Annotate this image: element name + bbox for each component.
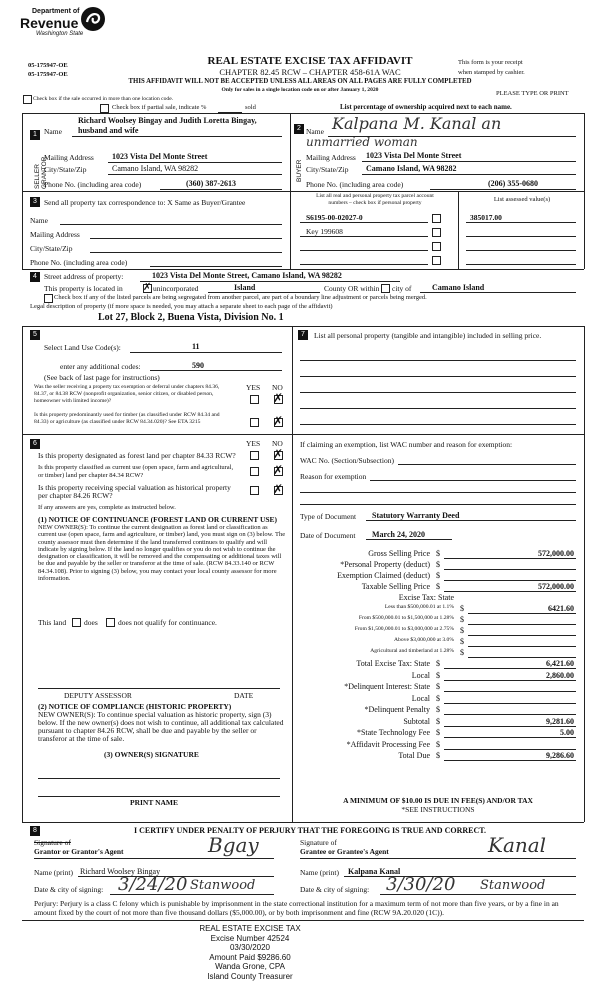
doc-date: March 24, 2020 xyxy=(372,530,425,539)
correspondence-heading: Send all property tax correspondence to: X Same as Buyer/Grantee xyxy=(44,198,246,207)
grantee-sig-label-2: Grantee or Grantee's Agent xyxy=(300,847,389,856)
dollar-sign: $ xyxy=(460,648,464,657)
section-6-badge: 6 xyxy=(30,439,40,449)
notice1-body: NEW OWNER(S): To continue the current designation as forest land or classification as current use (open space, farm and agriculture, or timber) land, you must sign on (3) below. The county assessor must then determine if the land transferred continues to qualify and will indicate by signing below. If the land no longer qualifies or you do not wish to continue the designation or classification, it will be removed and the compensating or additional taxes will be due and payable by the seller or transferor at the time of sale. (RCW 84.33.140 or RCW 84.34.108). Prior to signing (3) below, you may contact your local county assessor for more information. xyxy=(38,524,286,583)
divider xyxy=(468,613,576,614)
multi-location-checkbox[interactable] xyxy=(23,95,32,104)
tax-row-value: 2,860.00 xyxy=(546,670,574,680)
divider xyxy=(444,680,576,681)
divider xyxy=(468,657,576,658)
buyer-mailing-label: Mailing Address xyxy=(306,153,356,162)
stamp-line-3: 03/30/2020 xyxy=(229,943,271,952)
assessor-date: DATE xyxy=(234,691,254,700)
land-use-q2: Is this property predominantly used for timber (as classified under RCW 84.34 and 84.33) or agriculture (as classified under RCW 84.34.020)? See ETA 3215 xyxy=(34,412,220,426)
tax-row-value: 6,421.60 xyxy=(546,659,574,668)
divider xyxy=(22,191,584,192)
divider xyxy=(22,434,584,435)
divider xyxy=(300,858,576,859)
personal-property-label: List all personal property (tangible and intangible) included in selling price. xyxy=(314,331,542,340)
divider xyxy=(466,236,576,237)
partial-sale-checkbox[interactable] xyxy=(100,104,109,113)
grantee-date: 3/30/20 xyxy=(386,874,456,895)
forest-q1-no-checkbox[interactable]: ✗ xyxy=(273,447,284,461)
dollar-sign: $ xyxy=(436,549,440,558)
divider xyxy=(300,408,576,409)
grantor-sig-label-2: Grantor or Grantor's Agent xyxy=(34,847,124,856)
dollar-sign: $ xyxy=(436,716,440,726)
city-checkbox[interactable] xyxy=(381,284,390,293)
certify-heading: I CERTIFY UNDER PENALTY OF PERJURY THAT THE FOREGOING IS TRUE AND CORRECT. xyxy=(133,826,486,835)
dollar-sign: $ xyxy=(460,637,464,646)
divider xyxy=(208,292,320,293)
divider xyxy=(444,703,576,704)
divider xyxy=(444,558,576,559)
street-address: 1023 Vista Del Monte Street, Camano Island, WA 98282 xyxy=(152,271,342,280)
grantee-city-scrawl: Stanwood xyxy=(480,878,546,893)
agency-line2: Revenue xyxy=(20,15,79,31)
dollar-sign: $ xyxy=(436,751,440,760)
divider xyxy=(22,822,584,823)
dollar-sign: $ xyxy=(436,705,440,714)
perjury-note: Perjury: Perjury is a class C felony which is punishable by imprisonment in the state correctional institution for a maximum term of not more than five years, or by a fine in an amount fixed by the court of not more than five thousand dollars ($5,000.00), or by both imprisonment and fine (RCW 9A.20.020 (1C)). xyxy=(34,899,559,917)
land-use-no: NO xyxy=(272,383,283,392)
tax-row-label: Agricultural and timberland at 1.28% xyxy=(370,648,454,654)
land-use-label: Select Land Use Code(s): xyxy=(44,343,121,352)
exemption-label: If claiming an exemption, list WAC number and reason for exemption: xyxy=(300,440,513,449)
divider xyxy=(466,264,576,265)
divider xyxy=(468,646,576,647)
forest-q3-yes-checkbox[interactable] xyxy=(250,486,259,495)
reason-label: Reason for exemption xyxy=(300,472,367,481)
divider xyxy=(38,688,280,689)
dollar-sign: $ xyxy=(460,626,464,635)
print-name-label: PRINT NAME xyxy=(130,798,178,807)
stamp-line-5: Wanda Grone, CPA xyxy=(215,962,285,971)
divider xyxy=(398,464,576,465)
buyer-name-line1: Kalpana M. Kanal an xyxy=(332,114,502,133)
parcel-4-checkbox[interactable] xyxy=(432,256,441,265)
tax-row-value: 9,286.60 xyxy=(546,751,574,760)
partial-sale-label: Check box if partial sale, indicate % xyxy=(112,104,207,111)
land-does-checkbox[interactable] xyxy=(72,618,81,627)
land-does-label: does xyxy=(84,618,98,627)
dollar-sign: $ xyxy=(436,682,440,691)
divider xyxy=(300,264,428,265)
divider xyxy=(430,189,576,190)
divider xyxy=(444,726,576,727)
dollar-sign: $ xyxy=(436,739,440,749)
date-note: Only for sales in a single location code on or after January 1, 2020 xyxy=(221,87,379,93)
grantee-name: Kalpana Kanal xyxy=(348,867,401,876)
divider xyxy=(22,191,23,269)
type-or-print: PLEASE TYPE OR PRINT xyxy=(496,90,569,97)
divider xyxy=(300,376,576,377)
divider xyxy=(60,224,282,225)
multi-location-label: Check box if the sale occurred in more than one location code. xyxy=(33,96,174,102)
page-subtitle: CHAPTER 82.45 RCW – CHAPTER 458-61A WAC xyxy=(219,67,401,77)
parcel-2-checkbox[interactable] xyxy=(432,228,441,237)
tax-row-label: *Personal Property (deduct) xyxy=(340,560,430,569)
divider xyxy=(22,434,23,822)
divider xyxy=(466,222,576,223)
divider xyxy=(34,858,274,859)
grantor-name: Richard Woolsey Bingay xyxy=(80,867,161,876)
buyer-phone-label: Phone No. (including area code) xyxy=(306,180,404,189)
seller-name-line1: Richard Woolsey Bingay and Judith Loretta Bingay, xyxy=(78,116,257,125)
divider xyxy=(300,250,428,251)
divider xyxy=(458,191,459,269)
dollar-sign: $ xyxy=(460,604,464,613)
dollar-sign: $ xyxy=(436,560,440,569)
segregated-checkbox[interactable] xyxy=(44,294,53,303)
section-7-badge: 7 xyxy=(298,330,308,340)
q2-no-checkbox[interactable]: ✗ xyxy=(273,414,284,428)
corr-name-label: Name xyxy=(30,216,48,225)
partial-sold-label: sold xyxy=(245,104,256,111)
divider xyxy=(22,920,584,921)
doc-date-label: Date of Document xyxy=(300,531,356,540)
divider xyxy=(108,162,282,163)
legal-description: Lot 27, Block 2, Buena Vista, Division No. 1 xyxy=(98,312,284,323)
tax-row-label: Gross Selling Price xyxy=(368,549,430,558)
divider xyxy=(444,580,576,581)
grantor-name-label: Name (print) xyxy=(34,868,73,877)
stamp-line-1: REAL ESTATE EXCISE TAX xyxy=(199,924,301,933)
land-does-not-label: does not qualify for continuance. xyxy=(118,618,217,627)
parcel-heading-1: List all real and personal property tax parcel account xyxy=(316,193,434,199)
page-title: REAL ESTATE EXCISE TAX AFFIDAVIT xyxy=(207,55,413,67)
agency-line3: Washington State xyxy=(36,31,84,37)
divider xyxy=(22,326,23,434)
corr-mailing-label: Mailing Address xyxy=(30,230,80,239)
buyer-city: Camano Island, WA 98282 xyxy=(366,164,457,173)
county-label: County OR within xyxy=(324,284,380,293)
land-use-q1: Was the seller receiving a property tax exemption or deferral under chapters 84.36, 84.37, or 84.38 RCW (nonprofit organization, senior citizen, or disabled person, homeowner with limited income)? xyxy=(34,384,220,405)
stamp-line-4: Amount Paid $9286.60 xyxy=(209,952,291,962)
city-value: Camano Island xyxy=(432,283,485,292)
seller-mailing: 1023 Vista Del Monte Street xyxy=(112,152,208,161)
forest-q2-yes-checkbox[interactable] xyxy=(250,467,259,476)
divider xyxy=(444,569,576,570)
parcel-1: S6195-00-02027-0 xyxy=(306,213,363,222)
divider xyxy=(292,434,293,822)
form-code-1: 05-175947-OE xyxy=(28,62,68,69)
divider xyxy=(584,326,585,434)
tax-row-label: *State Technology Fee xyxy=(356,728,430,737)
stamp-line-2: Excise Number 42524 xyxy=(210,933,290,943)
located-prefix: This property is located in xyxy=(44,284,123,293)
divider xyxy=(444,591,576,592)
grantee-date-label: Date & city of signing: xyxy=(300,885,370,894)
buyer-phone: (206) 355-0680 xyxy=(488,179,538,188)
receipt-note-2: when stamped by cashier. xyxy=(458,69,525,76)
tax-row-value: 5.00 xyxy=(560,728,574,737)
additional-codes: 590 xyxy=(192,361,204,370)
dollar-sign: $ xyxy=(436,571,440,580)
seller-name-line2: husband and wife xyxy=(78,126,139,135)
divider xyxy=(366,520,576,521)
divider xyxy=(22,326,584,327)
divider xyxy=(38,796,280,797)
divider xyxy=(444,668,576,669)
grantor-signature: Bgay xyxy=(208,833,259,857)
divider xyxy=(292,326,293,434)
tax-row-label: Above $3,000,000 at 3.0% xyxy=(394,637,454,643)
land-does-not-checkbox[interactable] xyxy=(106,618,115,627)
wac-label: WAC No. (Section/Subsection) xyxy=(300,456,394,465)
seller-mailing-label: Mailing Address xyxy=(44,153,94,162)
seller-city: Camano Island, WA 98282 xyxy=(112,164,199,173)
land-use-code: 11 xyxy=(192,342,200,351)
unincorporated-label: unincorporated xyxy=(153,284,199,293)
assessed-heading: List assessed value(s) xyxy=(493,196,551,203)
divider xyxy=(584,191,585,269)
warning-text: THIS AFFIDAVIT WILL NOT BE ACCEPTED UNLESS ALL AREAS ON ALL PAGES ARE FULLY COMPLETED xyxy=(128,78,472,85)
segregated-note: Check box if any of the listed parcels are being segregated from another parcel, are part of a boundary line adjustment or parcels being merged. xyxy=(54,294,427,301)
forest-q3-no-checkbox[interactable]: ✗ xyxy=(273,482,284,496)
divider xyxy=(366,539,452,540)
grantee-sig-label-1: Signature of xyxy=(300,838,337,847)
divider xyxy=(300,492,576,493)
tax-row-value: 6421.60 xyxy=(548,604,574,613)
divider xyxy=(22,113,23,191)
seller-side-label: SELLER GRANTOR xyxy=(34,156,48,189)
divider xyxy=(444,760,576,761)
divider xyxy=(584,113,585,191)
divider xyxy=(300,504,576,505)
buyer-mailing: 1023 Vista Del Monte Street xyxy=(366,151,462,160)
corr-city-label: City/State/Zip xyxy=(30,244,73,253)
see-back-note: (See back of last page for instructions) xyxy=(44,373,160,382)
doc-type-label: Type of Document xyxy=(300,512,357,521)
divider xyxy=(370,480,576,481)
tax-row-label: Local xyxy=(411,693,430,703)
seller-phone-label: Phone No. (including area code) xyxy=(44,180,142,189)
tax-row-label: From $1,500,000.01 to $3,000,000 at 2.75% xyxy=(354,626,454,632)
divider xyxy=(140,281,400,282)
seller-phone: (360) 387-2613 xyxy=(186,179,236,188)
deputy-assessor: DEPUTY ASSESSOR xyxy=(64,691,132,700)
agency-swirl-icon xyxy=(80,6,106,32)
divider xyxy=(160,189,282,190)
land-use-yes: YES xyxy=(246,383,261,392)
divider xyxy=(362,174,576,175)
ownership-note: List percentage of ownership acquired next to each name. xyxy=(340,103,512,111)
tax-row-label: From $500,000.01 to $1,500,000 at 1.28% xyxy=(358,615,454,621)
section-3-badge: 3 xyxy=(30,197,40,207)
tax-row-value: 572,000.00 xyxy=(538,549,574,558)
section-4-badge: 4 xyxy=(30,272,40,282)
divider xyxy=(38,778,280,779)
section-2-badge: 2 xyxy=(294,124,304,134)
divider xyxy=(300,424,576,425)
forest-q3: Is this property receiving special valuation as historical property per chapter 84.26 RCW? xyxy=(38,483,231,500)
forest-no: NO xyxy=(272,439,283,448)
divider xyxy=(300,392,576,393)
land-prefix: This land xyxy=(38,618,67,627)
dollar-sign: $ xyxy=(436,582,440,591)
tax-row-label: *Delinquent Interest: State xyxy=(344,682,430,691)
forest-q1: Is this property designated as forest land per chapter 84.33 RCW? xyxy=(38,451,236,460)
divider xyxy=(444,737,576,738)
notice2-title: (2) NOTICE OF COMPLIANCE (HISTORIC PROPERTY) xyxy=(38,702,232,711)
tax-row-label: Total Excise Tax: State xyxy=(356,659,430,668)
divider xyxy=(150,370,282,371)
divider xyxy=(344,876,576,877)
divider xyxy=(420,292,576,293)
tax-row-label: Subtotal xyxy=(403,716,430,726)
buyer-side-label: BUYER xyxy=(296,159,303,182)
legal-note: Legal description of property (if more space is needed, you may attach a separate sheet to each page of the affidavit) xyxy=(30,303,333,310)
divider xyxy=(444,749,576,750)
parcel-3-checkbox[interactable] xyxy=(432,242,441,251)
section-8-badge: 8 xyxy=(30,826,40,836)
divider xyxy=(300,360,576,361)
minimum-note: A MINIMUM OF $10.00 IS DUE IN FEE(S) AND/OR TAX xyxy=(343,796,533,805)
forest-q2-no-checkbox[interactable]: ✗ xyxy=(273,463,284,477)
divider xyxy=(290,191,291,269)
tax-row-label: Taxable Selling Price xyxy=(361,582,430,591)
tax-row-label: *Affidavit Processing Fee xyxy=(346,739,430,749)
agency-logo xyxy=(18,6,108,50)
divider xyxy=(444,691,576,692)
notice1-title: (1) NOTICE OF CONTINUANCE (FOREST LAND OR CURRENT USE) xyxy=(38,515,278,524)
tax-row-value: 572,000.00 xyxy=(538,582,574,591)
grantee-name-label: Name (print) xyxy=(300,868,339,877)
unincorporated-checkbox[interactable]: ✗ xyxy=(143,282,152,293)
forest-q1-yes-checkbox[interactable] xyxy=(250,451,259,460)
dollar-sign: $ xyxy=(436,670,440,680)
divider xyxy=(90,238,282,239)
owner-signature-label: (3) OWNER(S) SIGNATURE xyxy=(104,750,199,759)
divider xyxy=(290,113,291,191)
tax-row-label: Local xyxy=(411,670,430,680)
buyer-city-label: City/State/Zip xyxy=(306,165,349,174)
divider xyxy=(584,434,585,822)
divider xyxy=(468,624,576,625)
dollar-sign: $ xyxy=(460,615,464,624)
dollar-sign: $ xyxy=(436,659,440,668)
divider xyxy=(110,894,274,895)
grantor-sig-label-1: Signature of xyxy=(34,838,71,847)
city-of-label: city of xyxy=(392,284,412,293)
forest-q2: Is this property classified as current use (open space, farm and agricultural, or timber) land per chapter 84.34 RCW? xyxy=(38,464,234,479)
divider xyxy=(108,174,282,175)
seller-name-label: Name xyxy=(44,127,62,136)
forest-yes: YES xyxy=(246,439,261,448)
notice2-body: NEW OWNER(S): To continue special valuation as historic property, sign (3) below. If the new owner(s) does not wish to continue, all additional tax calculated pursuant to chapter 84.26 RCW, shall be due and payable by the seller or transferor at the time of sale. xyxy=(38,710,284,743)
divider xyxy=(22,269,584,270)
tax-row-label: Total Due xyxy=(398,751,430,760)
divider xyxy=(72,136,282,137)
grantor-date-label: Date & city of signing: xyxy=(34,885,104,894)
q1-yes-checkbox[interactable] xyxy=(250,395,259,404)
divider xyxy=(300,222,428,223)
divider xyxy=(130,352,282,353)
buyer-name-label: Name xyxy=(306,127,324,136)
see-instructions: *SEE INSTRUCTIONS xyxy=(401,805,475,814)
corr-phone-label: Phone No. (including area code) xyxy=(30,258,128,267)
assessed-1: 385017.00 xyxy=(470,213,502,222)
tax-row-value: 9,281.60 xyxy=(546,716,574,726)
located-area: Island xyxy=(234,283,256,292)
street-label: Street address of property: xyxy=(44,272,124,281)
dollar-sign: $ xyxy=(436,693,440,703)
additional-codes-label: enter any additional codes: xyxy=(60,362,141,371)
buyer-name-line2: unmarried woman xyxy=(306,135,418,149)
divider xyxy=(466,250,576,251)
q2-yes-checkbox[interactable] xyxy=(250,418,259,427)
agency-line1: Department of xyxy=(32,8,80,15)
parcel-2: Key 199608 xyxy=(306,227,343,236)
tax-row-label: *Delinquent Penalty xyxy=(364,705,430,714)
q1-no-checkbox[interactable]: ✗ xyxy=(273,391,284,405)
tax-row-label: Exemption Claimed (deduct) xyxy=(337,571,430,580)
divider xyxy=(468,635,576,636)
grantor-city-scrawl: Stanwood xyxy=(190,878,256,893)
divider xyxy=(380,894,576,895)
dollar-sign: $ xyxy=(436,728,440,737)
seller-city-label: City/State/Zip xyxy=(44,165,87,174)
parcel-heading-2: numbers – check box if personal property xyxy=(328,200,422,206)
tax-row-label: Less than $500,000.01 at 1.1% xyxy=(384,604,454,610)
form-code-2: 05-175947-OE xyxy=(28,71,68,78)
divider xyxy=(444,714,576,715)
divider xyxy=(362,161,576,162)
grantor-date: 3/24/20 xyxy=(118,874,188,895)
divider xyxy=(150,266,282,267)
divider xyxy=(300,236,428,237)
divider xyxy=(90,252,282,253)
stamp-line-6: Island County Treasurer xyxy=(207,971,293,981)
grantee-signature: Kanal xyxy=(488,833,547,857)
doc-type: Statutory Warranty Deed xyxy=(372,511,460,520)
excise-state-label: Excise Tax: State xyxy=(398,593,454,602)
section-1-badge: 1 xyxy=(30,130,40,140)
receipt-note-1: This form is your receipt xyxy=(458,59,523,66)
forest-if-yes: If any answers are yes, complete as instructed below. xyxy=(38,504,176,511)
treasurer-stamp xyxy=(170,924,330,981)
section-5-badge: 5 xyxy=(30,330,40,340)
parcel-1-checkbox[interactable] xyxy=(432,214,441,223)
